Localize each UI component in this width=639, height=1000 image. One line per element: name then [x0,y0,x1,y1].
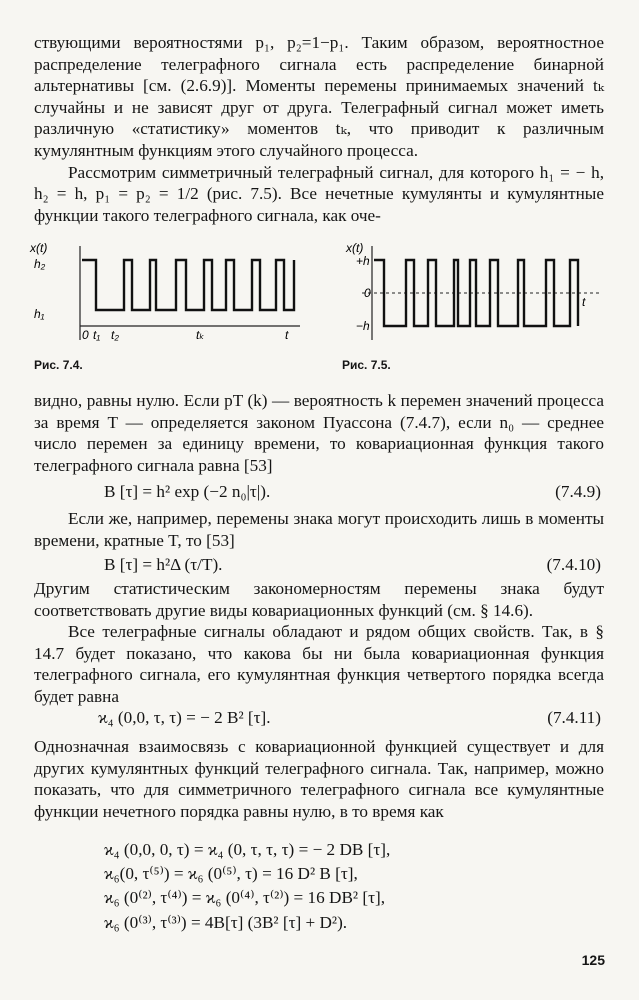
equation-formula: ϰ₄ (0,0, 0, τ) = ϰ₄ (0, τ, τ, τ) = − 2 DB [τ], [104,840,391,859]
level-label-minus-h: −h [356,319,370,333]
y-axis-label: x(t) [30,241,48,255]
origin-label: 0 [82,328,89,342]
paragraph-text: ствующими вероятностями p₁, p₂=1−p₁. Таким образом, вероятностное распределение телеграфного сигнала есть распределение бинарной альтернативы [см. (2.6.9)]. Моменты перемены принимаемых значений tₖ случайны и не зависят друг от друга. Телеграфный сигнал может иметь различную «статистику» моментов tₖ, что приводит к различным кумулянтным функциям этого случайного процесса. [34,33,604,160]
paragraph-sign-change [34,508,604,551]
equation-number: (7.4.9) [555,482,601,501]
equation-multi-4 [0,913,639,937]
telegraph-signal-line [82,260,294,310]
paragraph-text: Рассмотрим симметричный телеграфный сигнал, для которого h₁ = − h, h₂ = h, p₁ = p₂ = 1/2 (рис. 7.5). Все нечетные кумулянты и кумулянтные функции такого телеграфного сигнала, как оче- [34,162,604,225]
paragraph-uniqueness [34,736,604,822]
paragraph-text: Однозначная взаимосвязь с ковариационной функцией существует и для других кумулянтных функций телеграфного сигнала. Так, например, можно показать, что для симметричного телеграфного сигнала все кумулянтные функции нечетного порядка равны нулю, в то время как [34,737,604,821]
equation-7-4-11 [0,708,639,732]
equation-formula: B [τ] = h²Δ (τ/T). [104,555,223,574]
y-axis-label: x(t) [346,241,364,255]
page-number: 125 [581,952,605,968]
zero-label: 0 [364,286,371,300]
equation-number: (7.4.11) [547,708,601,727]
figure-7-4 [28,238,308,348]
paragraph-text: видно, равны нулю. Если pT (k) — вероятность k перемен значений процесса за время T — определяется законом Пуассона (7.4.7), если n₀ — среднее число перемен за единицу времени, то ковариационная функция такого телеграфного сигнала равна [53] [34,391,604,475]
tick-label-t2: t₂ [111,328,119,342]
equation-formula: B [τ] = h² exp (−2 n₀|τ|). [104,482,271,501]
paragraph-text: Все телеграфные сигналы обладают и рядом общих свойств. Так, в § 14.7 будет показано, что какова бы ни была ковариационная функция телеграфного сигнала, его кумулянтная функция четвертого порядка всегда будет равна [34,622,604,706]
paragraph-text: Другим статистическим закономерностям перемены знака будут соответствовать другие виды ковариационных функций (см. § 14.6). [34,579,604,620]
equation-formula: ϰ₆ (0⁽³⁾, τ⁽³⁾) = 4B[τ] (3B² [τ] + D²). [104,913,348,932]
paragraph-text: Если же, например, перемены знака могут происходить лишь в моменты времени, кратные T, то [53] [34,509,604,550]
equation-multi-3 [0,888,639,912]
figure-caption: Рис. 7.5. [342,358,391,372]
equation-7-4-9 [0,482,639,506]
level-label-h2: h₂ [34,257,46,271]
paragraph-other-patterns [34,578,604,708]
equation-multi-2 [0,864,639,888]
equation-number: (7.4.10) [546,555,601,574]
equation-formula: ϰ₆(0, τ⁽⁵⁾) = ϰ₆ (0⁽⁵⁾, τ) = 16 D² B [τ], [104,864,358,883]
paragraph-intro [34,32,604,226]
equation-formula: ϰ₄ (0,0, τ, τ) = − 2 B² [τ]. [98,708,271,727]
figure-caption: Рис. 7.4. [34,358,83,372]
equation-7-4-10 [0,555,639,579]
tick-label-t1: t₁ [93,328,101,342]
level-label-plus-h: +h [356,254,370,268]
equation-formula: ϰ₆ (0⁽²⁾, τ⁽⁴⁾) = ϰ₆ (0⁽⁴⁾, τ⁽²⁾) = 16 DB² [τ], [104,888,386,907]
paragraph-poisson [34,390,604,476]
tick-label-tk: tₖ [196,328,205,342]
x-axis-label: t [285,328,289,342]
level-label-h1: h₁ [34,307,45,321]
figure-7-5 [342,238,612,348]
equation-multi-1 [0,840,639,864]
x-axis-label: t [582,295,586,309]
